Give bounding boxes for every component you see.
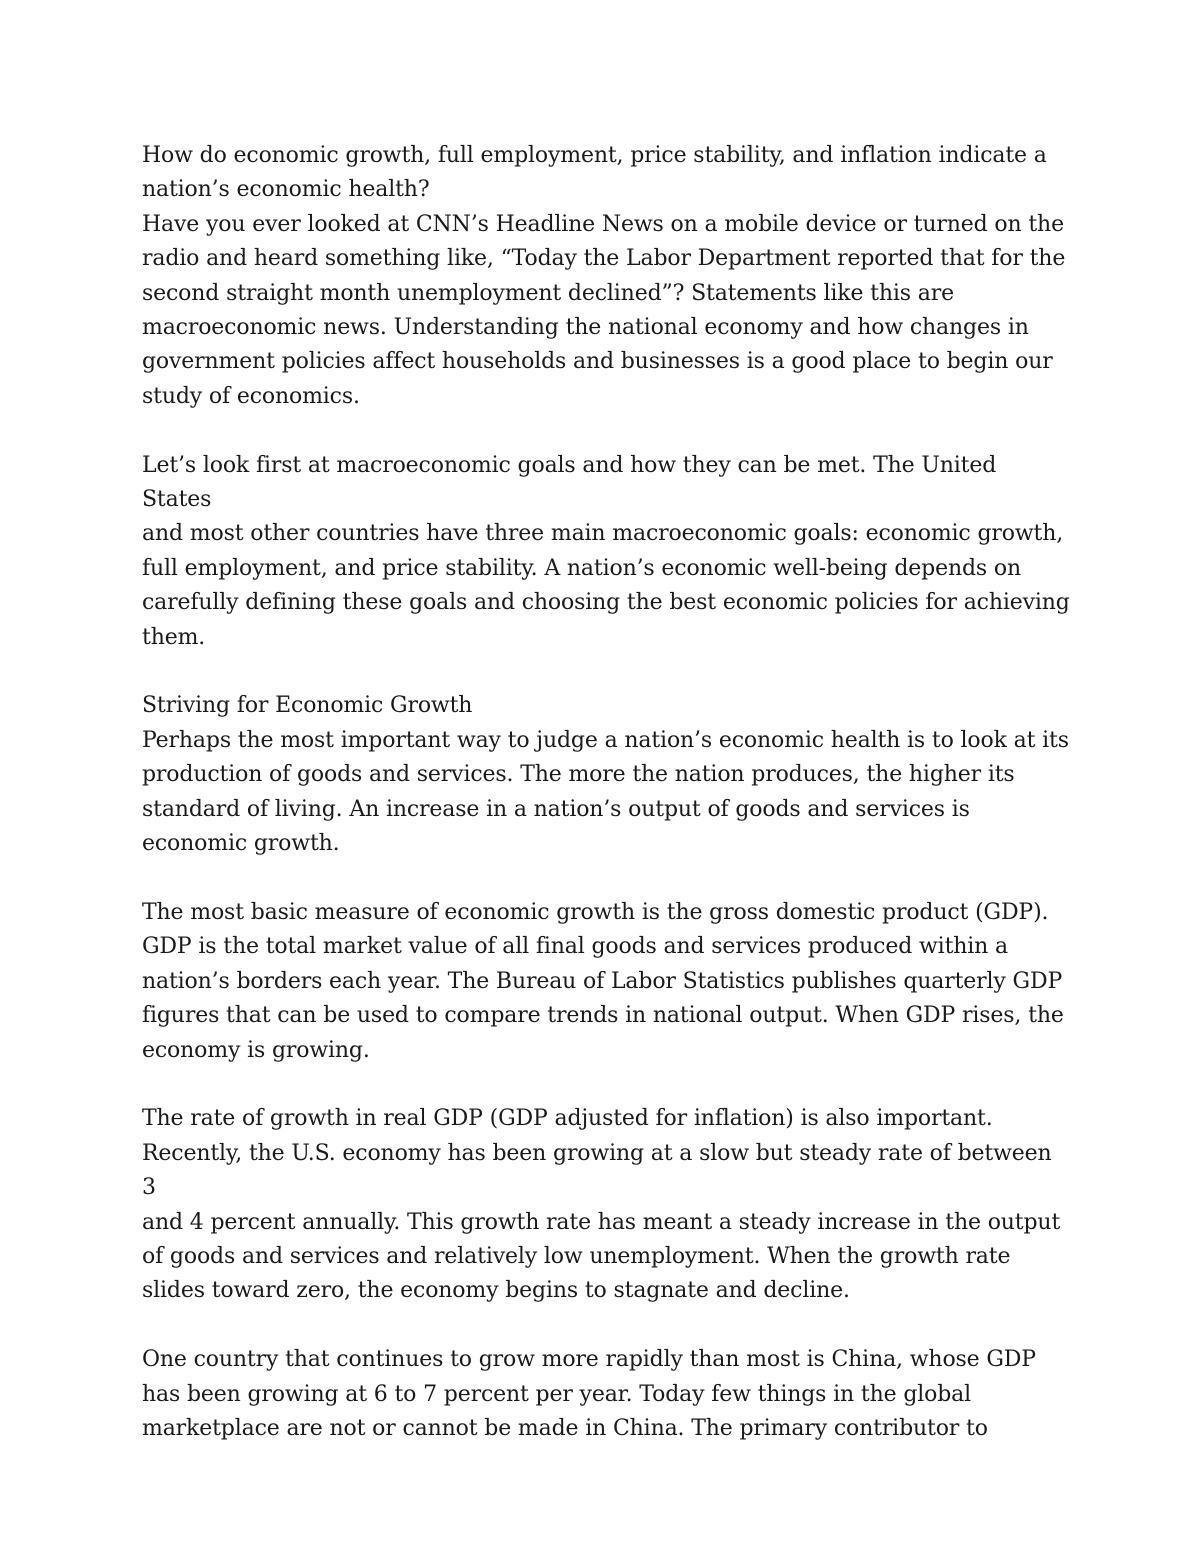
paragraph-spacer bbox=[142, 414, 1072, 448]
paragraph-spacer bbox=[142, 1068, 1072, 1102]
goals-paragraph: Let’s look first at macroeconomic goals and how they can be met. The United States and most other countries have three main macroeconomic goals: economic growth, full employment, and price stability. A nation’s economic well-being depends on carefully defining these goals and choosing the best economic policies for achieving them. bbox=[142, 452, 1070, 650]
growth-intro-paragraph: Perhaps the most important way to judge a nation’s economic health is to look at its production of goods and services. The more the nation produces, the higher its standard of living. An increase in a nation’s output of goods and services is economic growth. bbox=[142, 727, 1069, 857]
real-gdp-paragraph: The rate of growth in real GDP (GDP adjusted for inflation) is also important. Recently, the U.S. economy has been growing at a slow but steady rate of between 3 and 4 percent annually. This growth rate has meant a steady increase in the output of goods and services and relatively low unemployment. When the growth rate slides toward zero, the economy begins to stagnate and decline. bbox=[142, 1106, 1061, 1304]
china-paragraph: One country that continues to grow more rapidly than most is China, whose GDP has been growing at 6 to 7 percent per year. Today few things in the global marketplace are not or cannot be made in China. The primary contributor to bbox=[142, 1347, 1036, 1441]
section-heading: Striving for Economic Growth bbox=[142, 693, 473, 719]
document-body bbox=[142, 139, 1072, 1446]
question-paragraph: How do economic growth, full employment, price stability, and inflation indicate a nation’s economic health? bbox=[142, 143, 1047, 203]
paragraph-spacer bbox=[142, 1309, 1072, 1343]
paragraph-spacer bbox=[142, 655, 1072, 689]
intro-paragraph: Have you ever looked at CNN’s Headline News on a mobile device or turned on the radio and heard something like, “Today the Labor Department reported that for the second straight month unemployment declined”? Statements like this are macroeconomic news. Understanding the national economy and how changes in government policies affect households and businesses is a good place to begin our study of economics. bbox=[142, 211, 1066, 409]
paragraph-spacer bbox=[142, 862, 1072, 896]
gdp-paragraph: The most basic measure of economic growth is the gross domestic product (GDP). GDP is the total market value of all final goods and services produced within a nation’s borders each year. The Bureau of Labor Statistics publishes quarterly GDP figures that can be used to compare trends in national output. When GDP rises, the economy is growing. bbox=[142, 899, 1064, 1063]
